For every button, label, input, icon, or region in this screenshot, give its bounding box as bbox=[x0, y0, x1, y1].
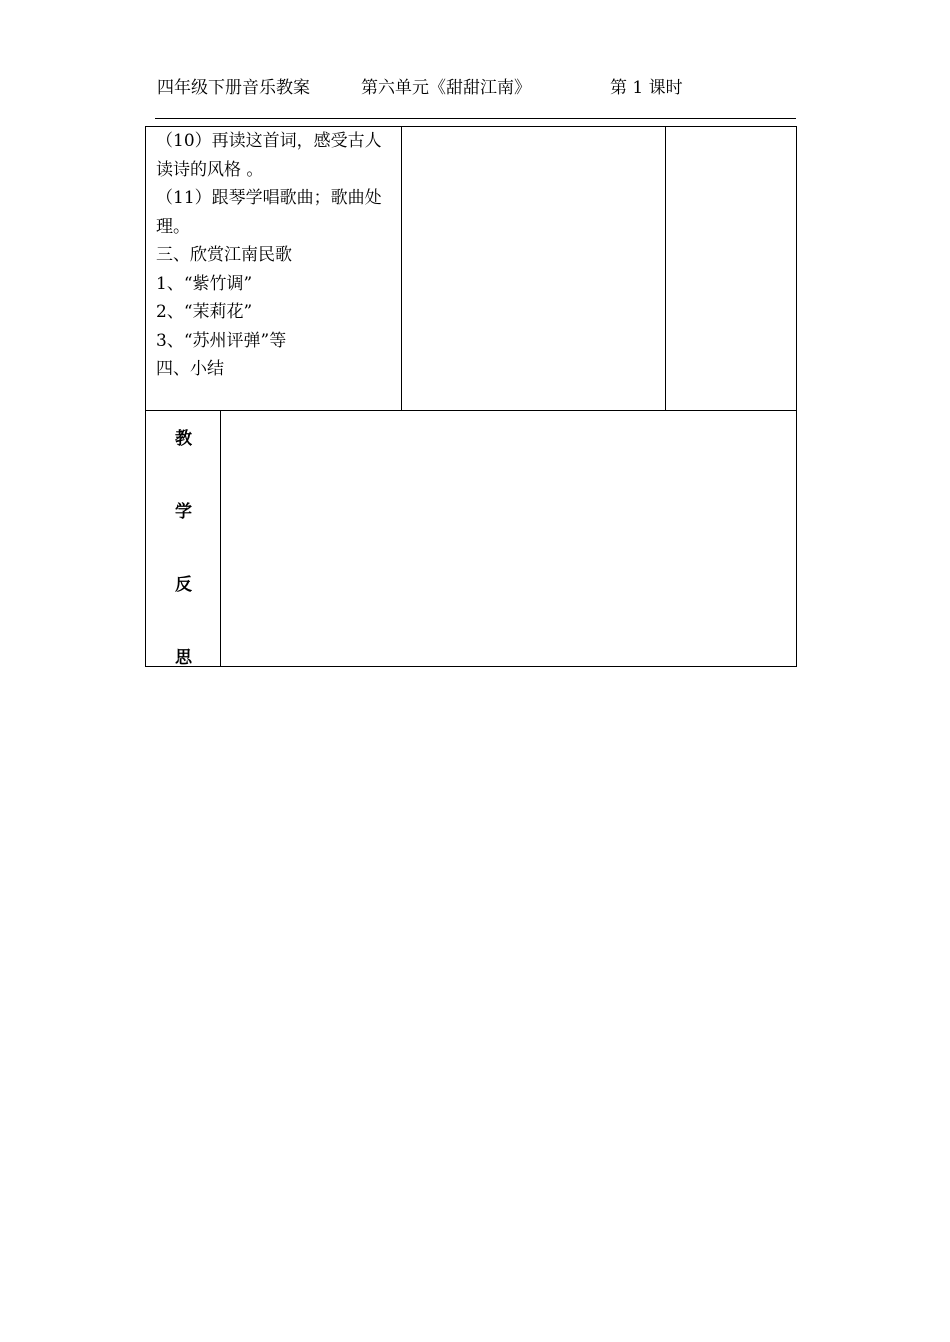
column-divider-2 bbox=[665, 127, 666, 411]
step-line: 2、“茉莉花” bbox=[156, 302, 253, 322]
course-title: 四年级下册音乐教案 bbox=[157, 78, 310, 98]
reflection-label-char: 反 bbox=[175, 575, 192, 595]
page-header bbox=[157, 76, 797, 102]
step-line: （11）跟琴学唱歌曲；歌曲处 bbox=[156, 188, 382, 208]
teaching-reflection-label bbox=[146, 411, 221, 667]
step-line: 3、“苏州评弹”等 bbox=[156, 330, 287, 351]
unit-title: 第六单元《甜甜江南》 bbox=[361, 78, 531, 98]
row-divider bbox=[146, 410, 796, 411]
lesson-number: 第 1 课时 bbox=[610, 78, 683, 98]
lesson-plan-table bbox=[145, 126, 797, 667]
teaching-process-cell bbox=[156, 127, 398, 384]
reflection-body-cell[interactable] bbox=[222, 412, 796, 666]
reflection-label-char: 教 bbox=[175, 429, 192, 449]
step-line: 理。 bbox=[156, 216, 190, 237]
header-divider bbox=[155, 118, 796, 119]
step-line: 三、欣赏江南民歌 bbox=[156, 245, 292, 265]
reflection-label-char: 思 bbox=[175, 648, 192, 668]
step-line: 四、小结 bbox=[156, 359, 224, 379]
step-line: （10）再读这首词，感受古人 bbox=[156, 131, 382, 151]
reflection-label-char: 学 bbox=[175, 502, 192, 522]
step-line: 读诗的风格 。 bbox=[156, 159, 264, 180]
step-line: 1、“紫竹调” bbox=[156, 273, 253, 294]
column-divider-1 bbox=[401, 127, 402, 411]
